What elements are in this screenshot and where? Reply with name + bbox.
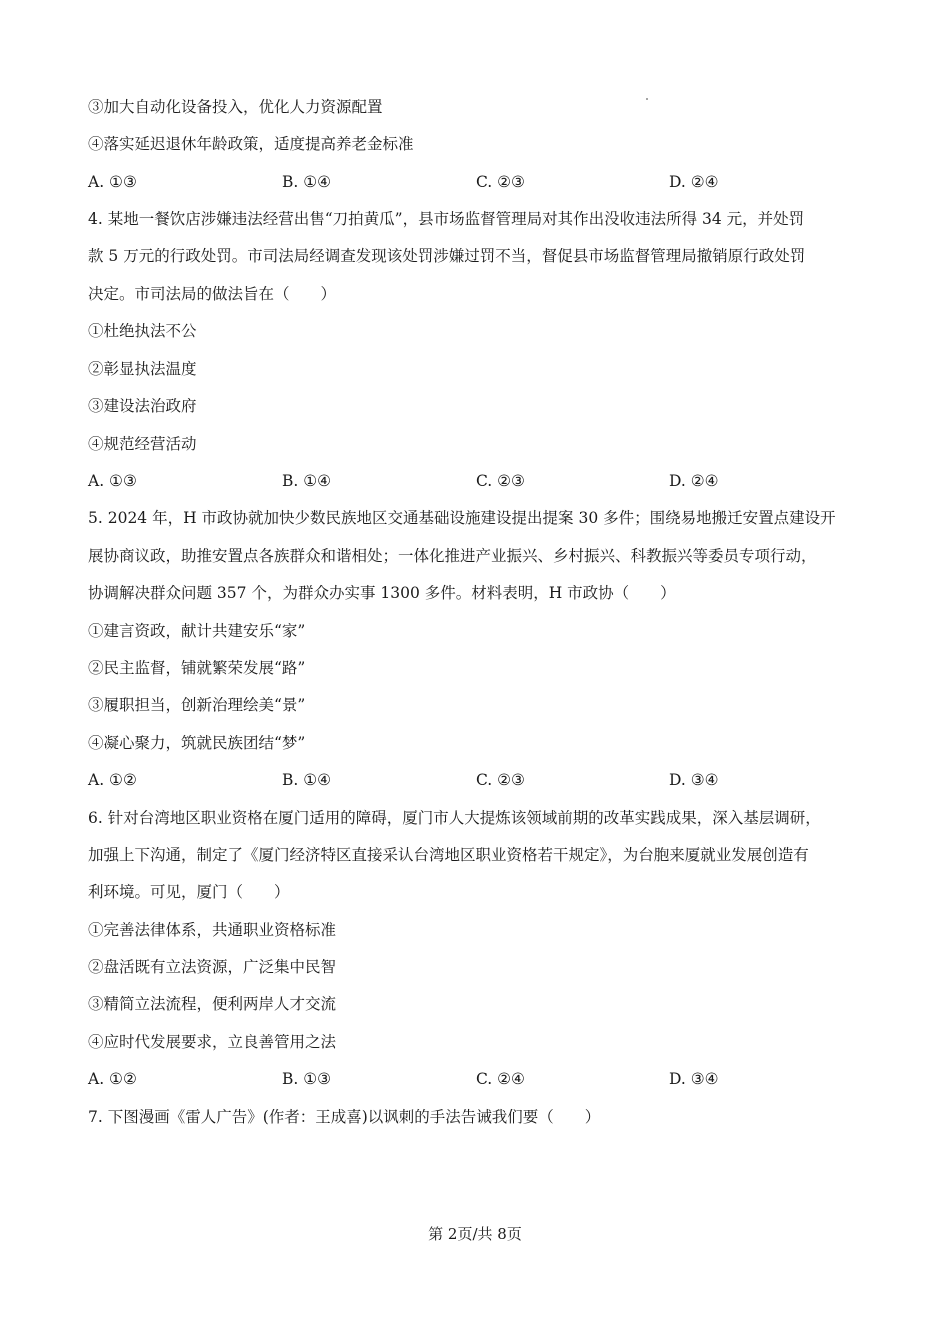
q5-item-3: ③履职担当，创新治理绘美“景” [88,696,306,714]
q6-item-3: ③精简立法流程，便利两岸人才交流 [88,995,337,1013]
q6-stem-line-2: 加强上下沟通，制定了《厦门经济特区直接采认台湾地区职业资格若干规定》，为台胞来厦就业发展创造有 [88,846,809,864]
q4-item-2: ②彰显执法温度 [88,360,197,378]
q5-stem-line-3: 协调解决群众问题 357 个，为群众办实事 1300 多件。材料表明，H 市政协（ ） [88,584,676,602]
q4-stem-line-3: 决定。市司法局的做法旨在（ ） [88,285,337,303]
q4-stem-line-1: 4. 某地一餐饮店涉嫌违法经营出售“刀拍黄瓜”，县市场监督管理局对其作出没收违法所得 34 元，并处罚 [88,210,805,228]
q3-option-c: C. ②③ [476,173,525,191]
q3-option-a: A. ①③ [88,173,137,191]
q3-options [88,172,888,192]
q6-option-a: A. ①② [88,1070,137,1088]
q6-stem-line-1: 6. 针对台湾地区职业资格在厦门适用的障碍，厦门市人大提炼该领域前期的改革实践成果，深入基层调研， [88,809,821,827]
q4-option-a: A. ①③ [88,472,137,490]
q4-option-c: C. ②③ [476,472,525,490]
page-number: 第 2页/共 8页 [428,1225,522,1243]
q5-item-4: ④凝心聚力，筑就民族团结“梦” [88,734,306,752]
q3-option-d: D. ②④ [669,173,719,191]
q6-option-c: C. ②④ [476,1070,525,1088]
q6-stem-line-3: 利环境。可见，厦门（ ） [88,883,290,901]
q5-option-d: D. ③④ [669,771,719,789]
q3-item-4: ④落实延迟退休年龄政策，适度提高养老金标准 [88,135,414,153]
q4-options [88,471,888,491]
q4-option-d: D. ②④ [669,472,719,490]
q6-item-4: ④应时代发展要求，立良善管用之法 [88,1033,337,1051]
q3-option-b: B. ①④ [282,173,332,191]
q5-stem-line-1: 5. 2024 年，H 市政协就加快少数民族地区交通基础设施建设提出提案 30 多件；围绕易地搬迁安置点建设开 [88,509,836,527]
q5-options [88,770,888,790]
q6-options [88,1069,888,1089]
q5-item-2: ②民主监督，铺就繁荣发展“路” [88,659,306,677]
q5-item-1: ①建言资政，献计共建安乐“家” [88,622,306,640]
q4-stem-line-2: 款 5 万元的行政处罚。市司法局经调查发现该处罚涉嫌过罚不当，督促县市场监督管理局撤销原行政处罚 [88,247,806,265]
q5-stem-line-2: 展协商议政，助推安置点各族群众和谐相处；一体化推进产业振兴、乡村振兴、科教振兴等委员专项行动， [88,547,817,565]
stray-dot [646,98,648,100]
q6-option-d: D. ③④ [669,1070,719,1088]
q4-option-b: B. ①④ [282,472,332,490]
q5-option-c: C. ②③ [476,771,525,789]
q3-item-3: ③加大自动化设备投入，优化人力资源配置 [88,98,383,116]
q4-item-4: ④规范经营活动 [88,435,197,453]
q7-stem: 7. 下图漫画《雷人广告》(作者：王成喜)以讽刺的手法告诫我们要（ ） [88,1108,601,1126]
q6-option-b: B. ①③ [282,1070,332,1088]
q6-item-2: ②盘活既有立法资源，广泛集中民智 [88,958,337,976]
q5-option-a: A. ①② [88,771,137,789]
q6-item-1: ①完善法律体系，共通职业资格标准 [88,921,337,939]
q5-option-b: B. ①④ [282,771,332,789]
q4-item-1: ①杜绝执法不公 [88,322,197,340]
q4-item-3: ③建设法治政府 [88,397,197,415]
